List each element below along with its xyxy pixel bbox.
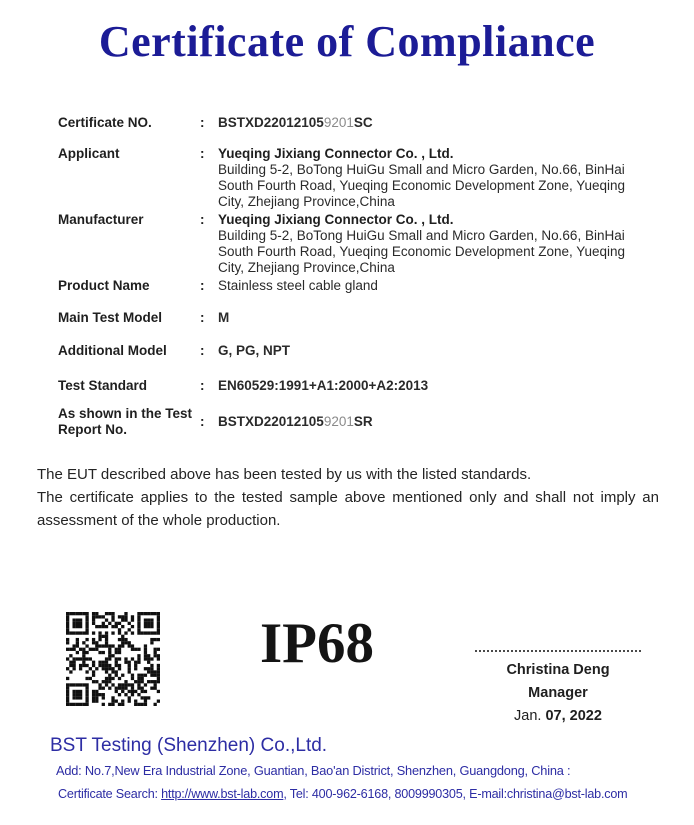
field-colon: :: [200, 146, 205, 161]
statement-line1: The EUT described above has been tested by us with the listed standards.: [37, 466, 532, 483]
manufacturer-company: Yueqing Jixiang Connector Co. , Ltd.: [218, 212, 454, 227]
field-row-test-standard: [58, 378, 654, 394]
applicant-company: Yueqing Jixiang Connector Co. , Ltd.: [218, 146, 454, 161]
lab-company-name: BST Testing (Shenzhen) Co.,Ltd.: [50, 735, 328, 756]
field-row-additional-model: [58, 343, 654, 359]
certificate-no-part2: SC: [353, 115, 373, 130]
lab-address: Add: No.7,New Era Industrial Zone, Guantian, Bao'an District, Shenzhen, Guangdong, China :: [56, 763, 571, 778]
test-report-no-label: As shown in the Test Report No.: [58, 406, 193, 437]
applicant-address: Building 5-2, BoTong HuiGu Small and Micro Garden, No.66, BinHai South Fourth Road, Yueqing Economic Development Zone, Yueqing City, Zhejiang Province,China: [218, 162, 626, 209]
manufacturer-label: Manufacturer: [58, 212, 144, 227]
field-colon: :: [200, 378, 205, 393]
certificate-title: Certificate of Compliance: [98, 17, 596, 66]
compliance-statement: [37, 463, 659, 532]
test-standard-value: EN60529:1991+A1:2000+A2:2013: [218, 378, 429, 393]
certificate-fields: [58, 115, 654, 438]
statement-line2: The certificate applies to the tested sample above mentioned only and shall not imply an assessment of the whole production.: [37, 489, 659, 529]
applicant-label: Applicant: [58, 146, 120, 161]
certificate-search-line: [58, 787, 627, 801]
signatory-role: Manager: [528, 685, 588, 701]
field-colon: :: [200, 310, 205, 325]
certificate-search-link[interactable]: http://www.bst-lab.com: [161, 787, 284, 801]
main-test-model-value: M: [218, 310, 230, 325]
footer-contact-info: , Tel: 400-962-6168, 8009990305, E-mail:christina@bst-lab.com: [283, 787, 628, 801]
certificate-no-gray-digits: 9201: [323, 115, 354, 130]
signature-date-daynum: 07, 2022: [545, 708, 602, 724]
certificate-no-part1: BSTXD22012105: [218, 115, 324, 130]
field-colon: :: [200, 414, 205, 429]
additional-model-label: Additional Model: [58, 343, 167, 358]
test-standard-label: Test Standard: [58, 378, 148, 393]
test-report-no-gray-digits: 9201: [323, 414, 354, 429]
certificate-no-label: Certificate NO.: [58, 115, 152, 130]
field-row-certificate-no: [58, 115, 654, 131]
field-colon: :: [200, 115, 205, 130]
signature-date: [473, 705, 643, 728]
ip-rating: IP68: [260, 612, 374, 675]
field-row-product-name: [58, 278, 654, 294]
field-row-manufacturer: [58, 212, 654, 276]
manufacturer-value: [218, 212, 648, 276]
signatory-name: Christina Deng: [506, 662, 610, 678]
qr-code: [66, 612, 160, 706]
field-colon: :: [200, 343, 205, 358]
signature-dotted-line: [475, 650, 641, 652]
manufacturer-address: Building 5-2, BoTong HuiGu Small and Micro Garden, No.66, BinHai South Fourth Road, Yueqing Economic Development Zone, Yueqing City, Zhejiang Province,China: [218, 228, 626, 275]
product-name-label: Product Name: [58, 278, 150, 293]
field-colon: :: [200, 212, 205, 227]
applicant-value: [218, 146, 648, 210]
field-colon: :: [200, 278, 205, 293]
signature-block: [473, 650, 643, 728]
field-row-test-report-no: [58, 406, 654, 438]
test-report-no-value: [218, 414, 648, 430]
certificate-search-label: Certificate Search:: [58, 787, 162, 801]
test-report-no-part1: BSTXD22012105: [218, 414, 324, 429]
main-test-model-label: Main Test Model: [58, 310, 163, 325]
qr-code-image: [66, 612, 160, 706]
test-report-no-part2: SR: [353, 414, 373, 429]
certificate-no-value: [218, 115, 648, 131]
field-row-applicant: [58, 146, 654, 210]
signature-date-month: Jan.: [514, 708, 546, 724]
additional-model-value: G, PG, NPT: [218, 343, 291, 358]
product-name-value: Stainless steel cable gland: [218, 278, 378, 293]
field-row-main-test-model: [58, 310, 654, 326]
